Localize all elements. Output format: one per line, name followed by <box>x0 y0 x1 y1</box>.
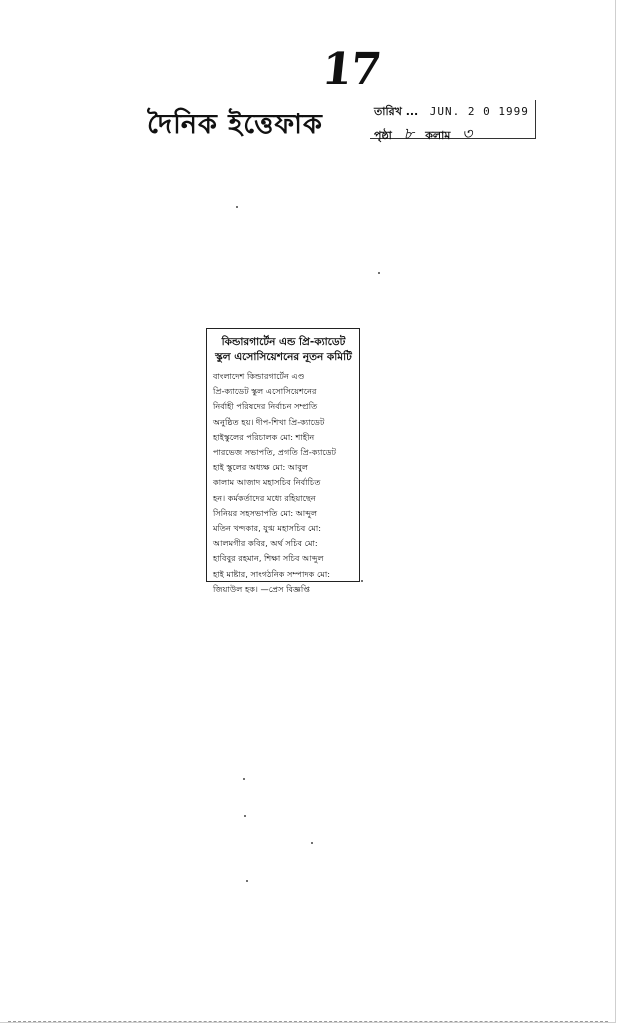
newspaper-masthead: দৈনিক ইত্তেফাক <box>147 109 323 140</box>
clipping-line: বাংলাদেশ কিন্ডারগার্টেন এণ্ড <box>213 371 305 381</box>
clipping-line: মতিন খন্দকার, যুগ্ম মহাসচিব মো: <box>213 523 321 534</box>
scan-speck <box>244 815 246 817</box>
date-stamp: JUN. 2 0 1999 <box>429 105 529 118</box>
scan-speck <box>311 842 313 844</box>
column-value: ৩ <box>461 124 473 143</box>
scan-speck <box>236 206 238 208</box>
clipping-meta-box <box>370 100 536 143</box>
page-label: পৃষ্ঠা <box>374 129 392 142</box>
page-column-row <box>374 121 480 148</box>
date-row <box>374 103 529 122</box>
scan-edge-line <box>8 1021 608 1022</box>
clipping-line: জিয়াউল হক। —প্রেস বিজ্ঞপ্তি <box>213 583 310 594</box>
date-label: তারিখ ... <box>374 105 419 118</box>
scan-speck <box>243 778 245 780</box>
clipping-line: আলমগীর কবির, অর্থ সচিব মো: <box>213 538 318 549</box>
clipping-headline: কিন্ডারগার্টেন এন্ড প্রি-ক্যাডেট স্কুল এসোসিয়েশনের নূতন কমিটি <box>215 336 352 363</box>
scan-speck <box>378 272 380 274</box>
page-number: 17 <box>319 44 382 95</box>
scan-speck <box>361 580 363 582</box>
scan-speck <box>246 880 248 882</box>
clipping-body <box>213 369 354 597</box>
clipping-line: হন। কর্মকর্তাদের মধ্যে রহিয়াছেন <box>213 492 316 503</box>
column-label: কলাম <box>425 129 451 142</box>
clipping-line: প্রি-ক্যাডেট স্কুল এসোসিয়েশনের <box>213 386 317 397</box>
clipping-line: হাই স্কুলের অধ্যক্ষ মো: আবুল <box>213 462 309 473</box>
clipping-line: পারভেজ সভাপতি, প্রগতি প্রি-ক্যাডেট <box>213 447 337 458</box>
clipping-line: অনুষ্ঠিত হয়। দীপ-শিখা প্রি-ক্যাডেট <box>213 416 325 427</box>
clipping-line: কালাম আজাদ মহাসচিব নির্বাচিত <box>213 477 321 488</box>
news-clipping <box>206 328 360 594</box>
clipping-line: সিনিয়র সহসভাপতি মো: আব্দুল <box>213 507 318 518</box>
page-value: ৮ <box>403 124 414 143</box>
clipping-line: নির্বাহী পরিষদের নির্বাচন সম্প্রতি <box>213 401 318 412</box>
clipping-line: হাইস্কুলের পরিচালক মো: শাহীন <box>213 431 315 442</box>
clipping-line: হাবিবুর রহমান, শিক্ষা সচিব আব্দুল <box>213 553 324 564</box>
clipping-line: হাই মাষ্টার, সাংগঠনিক সম্পাদক মো: <box>213 568 330 579</box>
